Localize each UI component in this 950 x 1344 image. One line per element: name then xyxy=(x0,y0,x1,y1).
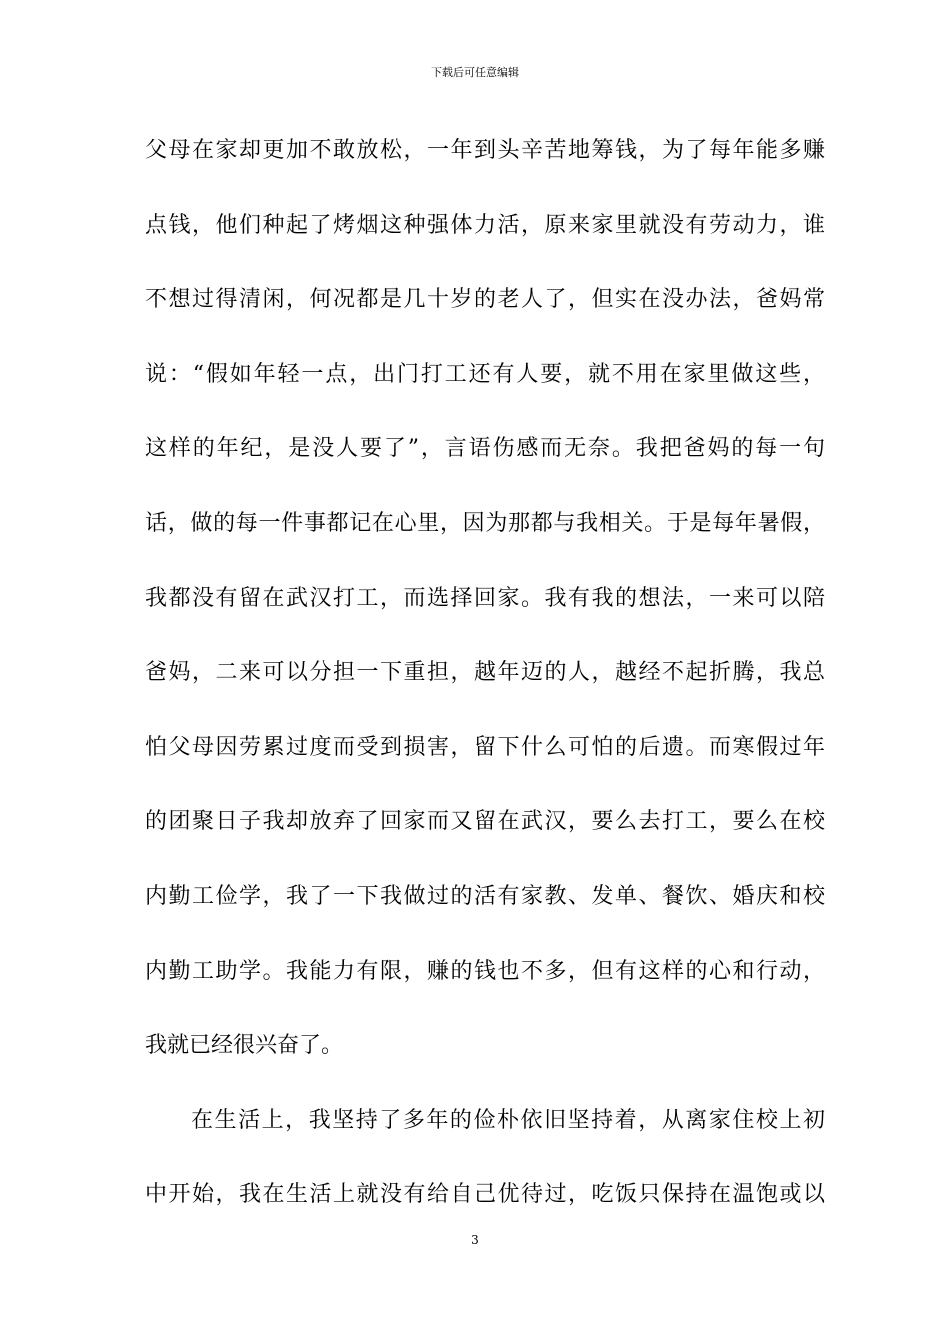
text-line: 爸妈，二来可以分担一下重担，越年迈的人，越经不起折腾，我总 xyxy=(145,660,825,686)
text-line: 的团聚日子我却放弃了回家而又留在武汉，要么去打工，要么在校 xyxy=(145,809,825,835)
text-line: 在生活上，我坚持了多年的俭朴依旧坚持着，从离家住校上初 xyxy=(191,1107,825,1133)
text-line: 父母在家却更加不敢放松，一年到头辛苦地筹钱，为了每年能多赚 xyxy=(145,138,825,163)
text-line: 这样的年纪，是没人要了”，言语伤感而无奈。我把爸妈的每一句 xyxy=(145,436,825,462)
text-line: 内勤工俭学，我了一下我做过的活有家教、发单、餐饮、婚庆和校 xyxy=(145,883,825,909)
text-line: 中开始，我在生活上就没有给自己优待过，吃饭只保持在温饱或以 xyxy=(145,1182,825,1208)
text-line: 说：“假如年轻一点，出门打工还有人要，就不用在家里做这些， xyxy=(145,361,825,387)
text-line: 怕父母因劳累过度而受到损害，留下什么可怕的后遗。而寒假过年 xyxy=(145,734,825,760)
text-line: 内勤工助学。我能力有限，赚的钱也不多，但有这样的心和行动， xyxy=(145,958,825,984)
text-line: 不想过得清闲，何况都是几十岁的老人了，但实在没办法，爸妈常 xyxy=(145,287,825,313)
text-line: 点钱，他们种起了烤烟这种强体力活，原来家里就没有劳动力，谁 xyxy=(145,212,825,238)
document-body xyxy=(145,128,825,1247)
page-header: 下载后可任意编辑 xyxy=(431,66,519,79)
text-line: 我就已经很兴奋了。 xyxy=(145,1033,344,1059)
text-line: 我都没有留在武汉打工，而选择回家。我有我的想法，一来可以陪 xyxy=(145,585,825,611)
page-number: 3 xyxy=(471,1233,479,1247)
text-line: 话，做的每一件事都记在心里，因为那都与我相关。于是每年暑假， xyxy=(145,510,825,536)
